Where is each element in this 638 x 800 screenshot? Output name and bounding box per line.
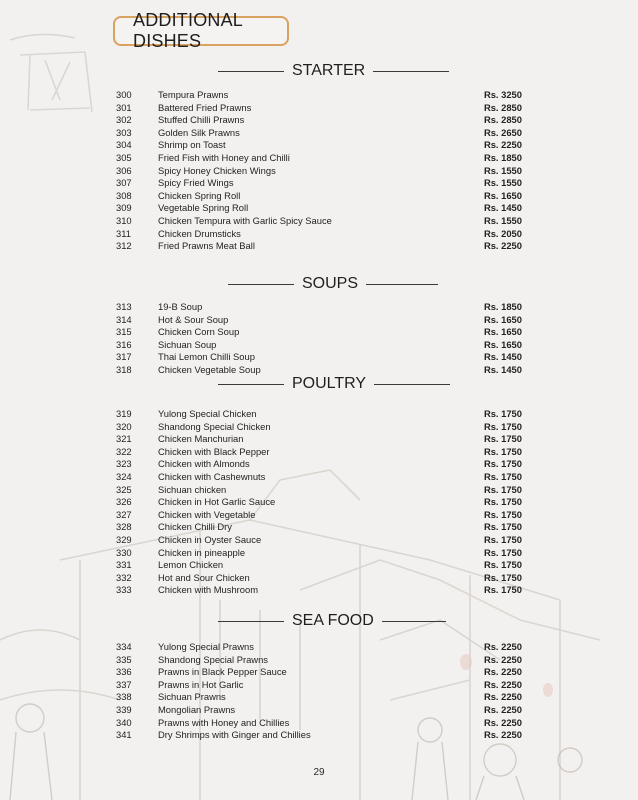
menu-item-name: Chicken with Black Pepper	[158, 445, 270, 457]
section-title-starter	[218, 60, 449, 82]
menu-item-price: Rs. 2250	[483, 678, 522, 690]
title-rule-left	[228, 284, 294, 285]
section-title-soups	[228, 273, 438, 295]
menu-item-name: Chicken with Vegetable	[158, 508, 256, 520]
menu-item-name: Chicken Spring Roll	[158, 189, 241, 201]
menu-item-name: Thai Lemon Chilli Soup	[158, 351, 255, 363]
menu-item-price: Rs. 1750	[483, 546, 522, 558]
menu-item-number: 337	[116, 678, 132, 690]
menu-item-price: Rs. 1750	[483, 483, 522, 495]
menu-item-number: 308	[116, 189, 132, 201]
menu-item-price: Rs. 1450	[483, 202, 522, 214]
menu-item-price: Rs. 1750	[483, 521, 522, 533]
menu-item-name: Fried Prawns Meat Ball	[158, 240, 255, 252]
menu-item-number: 321	[116, 433, 132, 445]
menu-item-number: 307	[116, 177, 132, 189]
title-rule-left	[218, 71, 284, 72]
menu-item-price: Rs. 2250	[483, 139, 522, 151]
menu-item-name: Battered Fried Prawns	[158, 101, 252, 113]
menu-item	[116, 326, 522, 339]
menu-item-name: Chicken with Almonds	[158, 458, 250, 470]
menu-item	[116, 89, 522, 102]
menu-item-name: Prawns in Hot Garlic	[158, 678, 244, 690]
menu-item	[116, 301, 522, 314]
menu-item-name: 19-B Soup	[158, 301, 203, 312]
menu-item-price: Rs. 2250	[483, 653, 522, 665]
menu-item-number: 339	[116, 704, 132, 715]
menu-item-name: Lemon Chicken	[158, 559, 224, 571]
menu-item	[116, 152, 522, 165]
section-title-text: SOUPS	[302, 275, 359, 292]
menu-item-price: Rs. 1750	[483, 420, 522, 432]
menu-item-price: Rs. 1750	[483, 571, 522, 583]
menu-item-name: Tempura Prawns	[158, 89, 229, 100]
menu-item-number: 314	[116, 313, 132, 325]
page-title	[113, 10, 289, 51]
menu-item	[116, 351, 522, 364]
menu-item-name: Hot & Sour Soup	[158, 313, 229, 325]
menu-item	[116, 314, 522, 327]
menu-item-number: 305	[116, 152, 132, 163]
menu-item	[116, 572, 522, 585]
menu-item-number: 338	[116, 691, 132, 703]
menu-item	[116, 102, 522, 115]
menu-item-price: Rs. 1650	[483, 189, 522, 201]
menu-item	[116, 177, 522, 190]
menu-item	[116, 240, 522, 253]
menu-item-number: 341	[116, 729, 132, 741]
menu-item-price: Rs. 2050	[483, 227, 522, 239]
title-rule-right	[373, 71, 449, 72]
menu-item-price: Rs. 1650	[483, 326, 522, 338]
menu-item-price: Rs. 1750	[483, 534, 522, 545]
menu-item	[116, 339, 522, 352]
menu-item	[116, 190, 522, 203]
menu-item-name: Chicken in Oyster Sauce	[158, 534, 262, 545]
menu-item-name: Prawns with Honey and Chillies	[158, 716, 290, 728]
menu-item-name: Vegetable Spring Roll	[158, 202, 249, 214]
menu-item-number: 336	[116, 666, 132, 678]
menu-item-name: Chicken Corn Soup	[158, 326, 240, 338]
menu-item-number: 340	[116, 716, 132, 728]
menu-item-number: 331	[116, 559, 132, 571]
section-title-text: SEA FOOD	[292, 612, 374, 629]
menu-item-number: 325	[116, 483, 132, 495]
menu-item-number: 324	[116, 471, 132, 482]
menu-item	[116, 729, 522, 742]
menu-item	[116, 534, 522, 547]
menu-item-number: 333	[116, 584, 132, 596]
menu-item-name: Chicken with Mushroom	[158, 584, 259, 596]
menu-item	[116, 559, 522, 572]
menu-item	[116, 679, 522, 692]
menu-item	[116, 215, 522, 228]
menu-item-name: Shrimp on Toast	[158, 139, 226, 151]
menu-item-name: Chicken in pineapple	[158, 546, 246, 558]
section-title-poultry	[218, 373, 450, 395]
menu-item-name: Chicken in Hot Garlic Sauce	[158, 496, 276, 508]
menu-item-number: 327	[116, 508, 132, 520]
menu-item-price: Rs. 1750	[483, 471, 522, 482]
menu-item-name: Chicken Vegetable Soup	[158, 364, 261, 375]
menu-item-price: Rs. 1750	[483, 496, 522, 508]
menu-item-price: Rs. 2250	[483, 716, 522, 728]
menu-item-number: 323	[116, 458, 132, 470]
menu-item-name: Stuffed Chilli Prawns	[158, 114, 245, 126]
menu-item-number: 304	[116, 139, 132, 151]
menu-item-name: Sichuan chicken	[158, 483, 227, 495]
menu-item-price: Rs. 2850	[483, 101, 522, 113]
menu-item-number: 318	[116, 364, 132, 375]
menu-item-name: Yulong Special Chicken	[158, 408, 257, 419]
menu-item-price: Rs. 1750	[483, 408, 522, 419]
menu-item-price: Rs. 2850	[483, 114, 522, 126]
menu-item-number: 312	[116, 240, 132, 252]
menu-item	[116, 228, 522, 241]
menu-item	[116, 421, 522, 434]
menu-item-price: Rs. 1750	[483, 433, 522, 445]
menu-item	[116, 484, 522, 497]
menu-item-number: 316	[116, 338, 132, 350]
menu-item	[116, 641, 522, 654]
menu-item	[116, 202, 522, 215]
menu-item-name: Prawns in Black Pepper Sauce	[158, 666, 287, 678]
menu-item-number: 303	[116, 126, 132, 138]
menu-item-price: Rs. 1750	[483, 445, 522, 457]
menu-item-name: Yulong Special Prawns	[158, 641, 254, 652]
menu-item-number: 315	[116, 326, 132, 338]
menu-item-price: Rs. 2250	[483, 240, 522, 252]
menu-item	[116, 547, 522, 560]
menu-item-number: 322	[116, 445, 132, 457]
section-title-text: POULTRY	[292, 375, 367, 392]
menu-item-price: Rs. 1450	[483, 364, 522, 375]
section-title-seafood	[218, 610, 446, 632]
menu-item-number: 313	[116, 301, 132, 312]
menu-item-number: 335	[116, 653, 132, 665]
menu-item	[116, 584, 522, 597]
menu-item-price: Rs. 1550	[483, 177, 522, 189]
title-rule-right	[374, 384, 450, 385]
menu-item	[116, 127, 522, 140]
menu-item-number: 320	[116, 420, 132, 432]
menu-item-name: Chicken Drumsticks	[158, 227, 241, 239]
page-number: 29	[313, 767, 325, 778]
menu-item-price: Rs. 1750	[483, 458, 522, 470]
menu-item-number: 329	[116, 534, 132, 545]
menu-item-price: Rs. 2250	[483, 729, 522, 741]
menu-item-number: 319	[116, 408, 132, 419]
menu-item-price: Rs. 2250	[483, 704, 522, 715]
menu-item-price: Rs. 3250	[483, 89, 522, 100]
menu-item-number: 300	[116, 89, 132, 100]
menu-item-number: 311	[116, 227, 131, 239]
menu-item-name: Chicken with Cashewnuts	[158, 471, 266, 482]
section-title-text: STARTER	[292, 62, 366, 79]
menu-item-number: 317	[116, 351, 132, 363]
menu-item-price: Rs. 2250	[483, 641, 522, 652]
menu-item-number: 302	[116, 114, 132, 126]
menu-item-name: Fried Fish with Honey and Chilli	[158, 152, 290, 163]
menu-item-price: Rs. 1550	[483, 164, 522, 176]
menu-item	[116, 666, 522, 679]
menu-item-name: Dry Shrimps with Ginger and Chillies	[158, 729, 311, 741]
menu-item-name: Hot and Sour Chicken	[158, 571, 250, 583]
menu-item-price: Rs. 1550	[483, 215, 522, 226]
menu-item	[116, 114, 522, 127]
menu-item-price: Rs. 1850	[483, 301, 522, 312]
menu-item-name: Sichuan Prawns	[158, 691, 226, 703]
menu-item-name: Spicy Honey Chicken Wings	[158, 164, 276, 176]
menu-item-price: Rs. 1650	[483, 338, 522, 350]
menu-item-name: Chicken Manchurian	[158, 433, 244, 445]
title-rule-right	[382, 621, 446, 622]
menu-item-number: 310	[116, 215, 132, 226]
menu-item	[116, 691, 522, 704]
menu-item-number: 326	[116, 496, 132, 508]
menu-item-name: Golden Silk Prawns	[158, 126, 240, 138]
menu-item	[116, 458, 522, 471]
menu-item-number: 332	[116, 571, 132, 583]
menu-item-price: Rs. 2250	[483, 666, 522, 678]
menu-item-price: Rs. 1650	[483, 313, 522, 325]
menu-item	[116, 654, 522, 667]
menu-item-number: 330	[116, 546, 132, 558]
menu-item	[116, 704, 522, 717]
menu-item	[116, 408, 522, 421]
menu-item-name: Chicken Chilli Dry	[158, 521, 232, 533]
menu-item-number: 334	[116, 641, 132, 652]
menu-item-name: Spicy Fried Wings	[158, 177, 234, 189]
menu-item-price: Rs. 1750	[483, 559, 522, 571]
menu-item-price: Rs. 1750	[483, 584, 522, 596]
menu-item-number: 306	[116, 164, 132, 176]
menu-item-price: Rs. 2650	[483, 126, 522, 138]
menu-item-name: Shandong Special Prawns	[158, 653, 268, 665]
menu-item-price: Rs. 1450	[483, 351, 522, 363]
menu-item	[116, 433, 522, 446]
title-rule-left	[218, 384, 284, 385]
menu-item-price: Rs. 2250	[483, 691, 522, 703]
title-rule-right	[366, 284, 438, 285]
menu-item-name: Shandong Special Chicken	[158, 420, 271, 432]
title-rule-left	[218, 621, 284, 622]
menu-item	[116, 139, 522, 152]
menu-item-number: 328	[116, 521, 132, 533]
menu-item	[116, 165, 522, 178]
menu-item	[116, 496, 522, 509]
menu-item	[116, 717, 522, 730]
menu-item-name: Sichuan Soup	[158, 338, 217, 350]
page-title-text: ADDITIONAL DISHES	[133, 10, 243, 51]
menu-item	[116, 446, 522, 459]
menu-item-name: Chicken Tempura with Garlic Spicy Sauce	[158, 215, 332, 226]
menu-item-number: 309	[116, 202, 132, 214]
menu-item-number: 301	[116, 101, 132, 113]
menu-item-price: Rs. 1750	[483, 508, 522, 520]
menu-item	[116, 509, 522, 522]
menu-item	[116, 471, 522, 484]
menu-item	[116, 521, 522, 534]
menu-item-name: Mongolian Prawns	[158, 704, 236, 715]
menu-item-price: Rs. 1850	[483, 152, 522, 163]
